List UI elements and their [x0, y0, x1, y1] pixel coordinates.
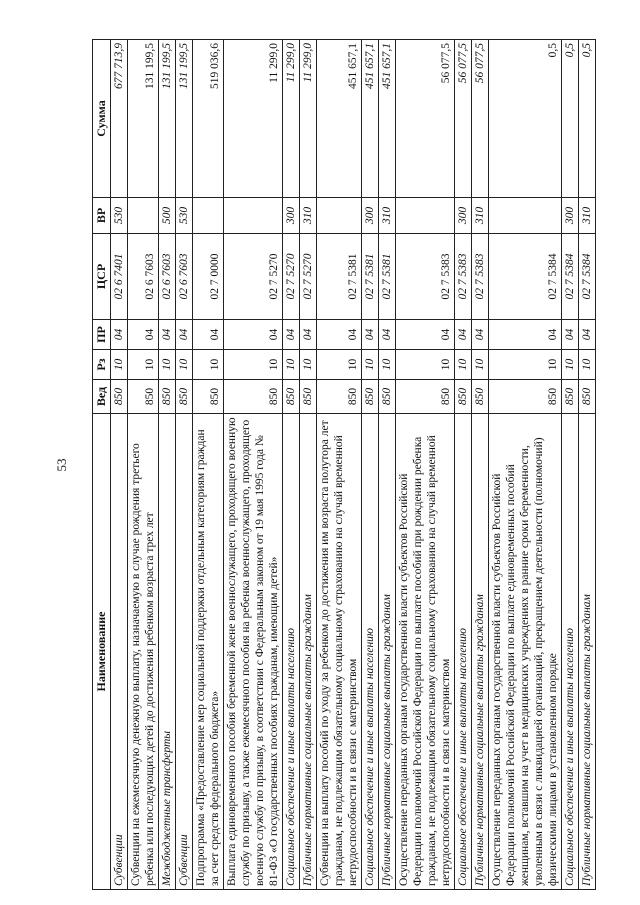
- header-vr: ВР: [93, 198, 111, 234]
- cell-ved: 850: [378, 380, 395, 414]
- cell-rz: 10: [316, 350, 361, 380]
- cell-vr: 300: [562, 198, 579, 234]
- cell-vr: 310: [299, 198, 316, 234]
- cell-sum: 11 299,0: [223, 40, 282, 198]
- cell-ved: 850: [127, 380, 158, 414]
- cell-csr: 02 7 5383: [454, 234, 471, 320]
- cell-vr: [192, 198, 223, 234]
- table-row: [223, 40, 282, 890]
- table-row: [471, 40, 488, 890]
- cell-sum: 56 077,5: [395, 40, 454, 198]
- cell-name: Публичные нормативные социальные выплаты гражданам: [299, 414, 316, 890]
- cell-name: Межбюджетные трансферты: [158, 414, 175, 890]
- cell-sum: 131 199,5: [158, 40, 175, 198]
- table-row: [489, 40, 562, 890]
- table-row: [562, 40, 579, 890]
- cell-rz: 10: [175, 350, 192, 380]
- cell-rz: 10: [192, 350, 223, 380]
- cell-rz: 10: [127, 350, 158, 380]
- cell-name: Социальное обеспечение и иные выплаты населению: [562, 414, 579, 890]
- cell-pr: 04: [158, 320, 175, 350]
- table-body: [110, 40, 595, 890]
- cell-sum: 131 199,5: [175, 40, 192, 198]
- cell-csr: 02 6 7603: [127, 234, 158, 320]
- cell-sum: 131 199,5: [127, 40, 158, 198]
- cell-rz: 10: [110, 350, 127, 380]
- cell-csr: 02 6 7603: [158, 234, 175, 320]
- cell-vr: [127, 198, 158, 234]
- cell-csr: 02 7 5384: [489, 234, 562, 320]
- cell-csr: 02 7 0000: [192, 234, 223, 320]
- cell-ved: 850: [158, 380, 175, 414]
- cell-vr: 300: [454, 198, 471, 234]
- cell-csr: 02 7 5383: [471, 234, 488, 320]
- cell-name: Социальное обеспечение и иные выплаты населению: [361, 414, 378, 890]
- cell-csr: 02 7 5381: [361, 234, 378, 320]
- header-name: Наименование: [93, 414, 111, 890]
- header-ved: Вед: [93, 380, 111, 414]
- cell-csr: 02 7 5383: [395, 234, 454, 320]
- cell-ved: 850: [282, 380, 299, 414]
- table-header-row: [93, 40, 111, 890]
- cell-name: Публичные нормативные социальные выплаты гражданам: [471, 414, 488, 890]
- cell-vr: [395, 198, 454, 234]
- cell-pr: 04: [395, 320, 454, 350]
- cell-sum: 56 077,5: [471, 40, 488, 198]
- cell-csr: 02 6 7401: [110, 234, 127, 320]
- cell-vr: 310: [579, 198, 596, 234]
- cell-name: Осуществление переданных органам государственной власти субъектов Российской Федерации полномочий Российской Федерации по выплате единовременных пособий женщинам, вставшим на учет в медицинских учреждениях в ранние сроки беременности, уволенным в связи с ликвидацией организаций, прекращением деятельности (полномочий) физическими лицами в установленном порядке: [489, 414, 562, 890]
- header-sum: Сумма: [93, 40, 111, 198]
- cell-name: Осуществление переданных органам государственной власти субъектов Российской Федерации полномочий Российской Федерации по выплате пособий при рождении ребенка гражданам, не подлежащим обязательному социальному страхованию на случай временной нетрудоспособности и в связи с материнством: [395, 414, 454, 890]
- page-number: 53: [54, 458, 69, 472]
- cell-vr: 300: [361, 198, 378, 234]
- cell-sum: 0,5: [489, 40, 562, 198]
- cell-pr: 04: [192, 320, 223, 350]
- cell-csr: 02 7 5270: [282, 234, 299, 320]
- cell-pr: 04: [223, 320, 282, 350]
- cell-csr: 02 7 5270: [223, 234, 282, 320]
- cell-ved: 850: [361, 380, 378, 414]
- cell-ved: 850: [579, 380, 596, 414]
- cell-csr: 02 6 7603: [175, 234, 192, 320]
- cell-rz: 10: [579, 350, 596, 380]
- budget-table: [92, 39, 596, 890]
- cell-rz: 10: [454, 350, 471, 380]
- cell-ved: 850: [192, 380, 223, 414]
- cell-sum: 451 657,1: [378, 40, 395, 198]
- cell-sum: 11 299,0: [299, 40, 316, 198]
- cell-pr: 04: [454, 320, 471, 350]
- header-rz: Рз: [93, 350, 111, 380]
- rotated-page: [48, 40, 603, 890]
- cell-sum: 0,5: [579, 40, 596, 198]
- cell-name: Публичные нормативные социальные выплаты гражданам: [378, 414, 395, 890]
- cell-vr: [489, 198, 562, 234]
- cell-rz: 10: [361, 350, 378, 380]
- cell-vr: 530: [175, 198, 192, 234]
- table-row: [378, 40, 395, 890]
- cell-ved: 850: [395, 380, 454, 414]
- cell-pr: 04: [175, 320, 192, 350]
- cell-vr: 300: [282, 198, 299, 234]
- cell-vr: 310: [378, 198, 395, 234]
- cell-csr: 02 7 5381: [316, 234, 361, 320]
- cell-ved: 850: [223, 380, 282, 414]
- cell-ved: 850: [562, 380, 579, 414]
- cell-pr: 04: [361, 320, 378, 350]
- cell-name: Субвенции на ежемесячную денежную выплату, назначаемую в случае рождения третьего ребенка или последующих детей до достижения ребенком возраста трех лет: [127, 414, 158, 890]
- cell-pr: 04: [110, 320, 127, 350]
- cell-ved: 850: [110, 380, 127, 414]
- cell-ved: 850: [454, 380, 471, 414]
- cell-vr: 530: [110, 198, 127, 234]
- cell-csr: 02 7 5384: [579, 234, 596, 320]
- table-row: [110, 40, 127, 890]
- table-row: [158, 40, 175, 890]
- table-row: [175, 40, 192, 890]
- cell-sum: 451 657,1: [361, 40, 378, 198]
- cell-rz: 10: [299, 350, 316, 380]
- cell-name: Выплата единовременного пособия беременной жене военнослужащего, проходящего военную службу по призыву, а также ежемесячного пособия на ребенка военнослужащего, проходящего военную службу по призыву, в соответствии с Федеральным законом от 19 мая 1995 года № 81-ФЗ «О государственных пособиях гражданам, имеющим детей»: [223, 414, 282, 890]
- cell-name: Субвенции: [110, 414, 127, 890]
- cell-vr: 500: [158, 198, 175, 234]
- cell-rz: 10: [223, 350, 282, 380]
- cell-pr: 04: [282, 320, 299, 350]
- cell-pr: 04: [489, 320, 562, 350]
- cell-name: Подпрограмма «Предоставление мер социальной поддержки отдельным категориям граждан за счет средств федерального бюджета»: [192, 414, 223, 890]
- cell-name: Социальное обеспечение и иные выплаты населению: [282, 414, 299, 890]
- cell-sum: 0,5: [562, 40, 579, 198]
- table-row: [127, 40, 158, 890]
- cell-pr: 04: [579, 320, 596, 350]
- cell-rz: 10: [471, 350, 488, 380]
- cell-rz: 10: [158, 350, 175, 380]
- table-row: [192, 40, 223, 890]
- table-row: [282, 40, 299, 890]
- cell-rz: 10: [489, 350, 562, 380]
- cell-name: Социальное обеспечение и иные выплаты населению: [454, 414, 471, 890]
- cell-pr: 04: [471, 320, 488, 350]
- cell-ved: 850: [299, 380, 316, 414]
- cell-ved: 850: [175, 380, 192, 414]
- table-row: [361, 40, 378, 890]
- cell-vr: [223, 198, 282, 234]
- cell-rz: 10: [378, 350, 395, 380]
- cell-rz: 10: [282, 350, 299, 380]
- table-row: [454, 40, 471, 890]
- cell-vr: [316, 198, 361, 234]
- table-row: [395, 40, 454, 890]
- cell-sum: 56 077,5: [454, 40, 471, 198]
- cell-pr: 04: [299, 320, 316, 350]
- cell-csr: 02 7 5270: [299, 234, 316, 320]
- cell-sum: 519 036,6: [192, 40, 223, 198]
- table-row: [579, 40, 596, 890]
- cell-name: Субвенции на выплату пособий по уходу за ребенком до достижения им возраста полутора лет гражданам, не подлежащим обязательному социальному страхованию на случай временной нетрудоспособности и в связи с материнством: [316, 414, 361, 890]
- cell-rz: 10: [395, 350, 454, 380]
- header-csr: ЦСР: [93, 234, 111, 320]
- cell-sum: 451 657,1: [316, 40, 361, 198]
- cell-pr: 04: [316, 320, 361, 350]
- table-row: [299, 40, 316, 890]
- cell-name: Субвенции: [175, 414, 192, 890]
- cell-csr: 02 7 5381: [378, 234, 395, 320]
- header-pr: ПР: [93, 320, 111, 350]
- cell-pr: 04: [127, 320, 158, 350]
- table-row: [316, 40, 361, 890]
- cell-csr: 02 7 5384: [562, 234, 579, 320]
- cell-rz: 10: [562, 350, 579, 380]
- cell-sum: 677 713,9: [110, 40, 127, 198]
- cell-ved: 850: [471, 380, 488, 414]
- cell-sum: 11 299,0: [282, 40, 299, 198]
- cell-ved: 850: [316, 380, 361, 414]
- cell-ved: 850: [489, 380, 562, 414]
- cell-name: Публичные нормативные социальные выплаты гражданам: [579, 414, 596, 890]
- cell-vr: 310: [471, 198, 488, 234]
- cell-pr: 04: [562, 320, 579, 350]
- cell-pr: 04: [378, 320, 395, 350]
